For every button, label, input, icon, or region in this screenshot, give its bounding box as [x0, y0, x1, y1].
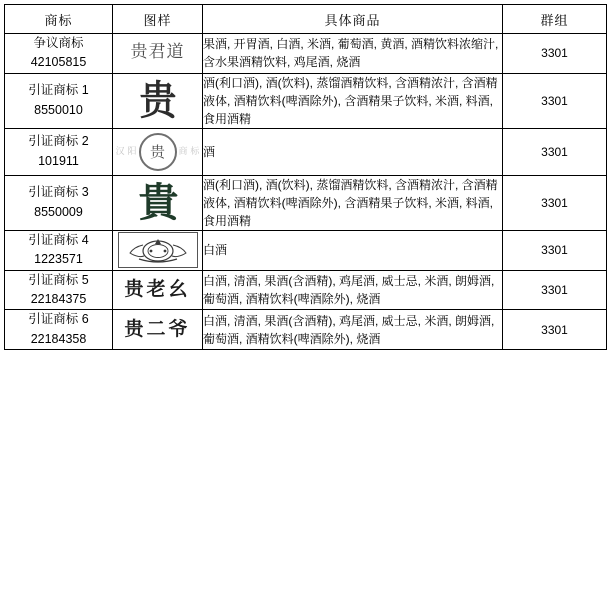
group-cell: 3301 — [503, 128, 607, 175]
seal-right-text: 商 标 — [178, 146, 200, 157]
trademark-number: 8550010 — [34, 102, 83, 117]
trademark-logo-image: 贵 — [139, 76, 176, 124]
trademark-label: 引证商标 2 — [28, 134, 89, 149]
table-row — [5, 73, 607, 128]
sample-cell — [113, 230, 203, 270]
trademark-logo-image: 贵老幺 — [124, 277, 191, 300]
table-body — [5, 34, 607, 350]
sample-cell — [113, 128, 203, 175]
goods-cell: 白酒, 清酒, 果酒(含酒精), 鸡尾酒, 威士忌, 米酒, 朗姆酒, 葡萄酒, 酒精饮料(啤酒除外), 烧酒 — [203, 310, 503, 350]
trademark-cell — [5, 128, 113, 175]
sample-cell — [113, 310, 203, 350]
group-cell: 3301 — [503, 310, 607, 350]
trademark-number: 1223571 — [34, 252, 83, 267]
column-header-sample: 图样 — [113, 5, 203, 34]
column-header-group: 群组 — [503, 5, 607, 34]
trademark-logo-image — [113, 129, 202, 175]
trademark-number: 22184358 — [30, 331, 87, 346]
trademark-number: 101911 — [38, 153, 79, 168]
sample-cell — [113, 175, 203, 230]
trademark-label: 引证商标 4 — [28, 232, 89, 247]
goods-cell: 果酒, 开胃酒, 白酒, 米酒, 葡萄酒, 黄酒, 酒精饮料浓缩汁, 含水果酒精饮料, 鸡尾酒, 烧酒 — [203, 34, 503, 74]
trademark-label: 引证商标 6 — [28, 312, 89, 327]
trademark-cell — [5, 310, 113, 350]
trademark-label: 引证商标 1 — [28, 83, 89, 98]
trademark-logo-image — [118, 232, 198, 268]
trademark-label: 引证商标 5 — [28, 272, 89, 287]
table-row — [5, 34, 607, 74]
trademark-cell — [5, 230, 113, 270]
group-cell: 3301 — [503, 270, 607, 310]
table-row — [5, 175, 607, 230]
goods-cell: 酒(利口酒), 酒(饮料), 蒸馏酒精饮料, 含酒精浓汁, 含酒精液体, 酒精饮料(啤酒除外), 含酒精果子饮料, 米酒, 料酒, 食用酒精 — [203, 175, 503, 230]
trademark-cell — [5, 34, 113, 74]
table-row — [5, 230, 607, 270]
trademark-number: 42105815 — [30, 55, 87, 70]
column-header-goods: 具体商品 — [203, 5, 503, 34]
trademark-logo-image: 贵二爷 — [124, 317, 191, 340]
table-row — [5, 128, 607, 175]
goods-cell: 白酒, 清酒, 果酒(含酒精), 鸡尾酒, 威士忌, 米酒, 朗姆酒, 葡萄酒, 酒精饮料(啤酒除外), 烧酒 — [203, 270, 503, 310]
trademark-logo-image: 贵君道 — [130, 42, 185, 63]
sample-cell — [113, 73, 203, 128]
trademark-number: 8550009 — [34, 204, 83, 219]
trademark-label: 争议商标 — [33, 36, 84, 50]
table-row — [5, 270, 607, 310]
group-cell: 3301 — [503, 175, 607, 230]
trademark-label: 引证商标 3 — [28, 185, 89, 200]
seal-left-text: 汉 阳 — [115, 146, 137, 157]
goods-cell: 酒(利口酒), 酒(饮料), 蒸馏酒精饮料, 含酒精浓汁, 含酒精液体, 酒精饮料(啤酒除外), 含酒精果子饮料, 米酒, 料酒, 食用酒精 — [203, 73, 503, 128]
sample-cell — [113, 270, 203, 310]
trademark-comparison-table — [4, 4, 607, 350]
trademark-cell — [5, 175, 113, 230]
table-header-row — [5, 5, 607, 34]
goods-cell: 酒 — [203, 128, 503, 175]
table-row — [5, 310, 607, 350]
sample-cell — [113, 34, 203, 74]
trademark-cell — [5, 270, 113, 310]
column-header-trademark: 商标 — [5, 5, 113, 34]
group-cell: 3301 — [503, 34, 607, 74]
trademark-number: 22184375 — [30, 291, 87, 306]
group-cell: 3301 — [503, 73, 607, 128]
trademark-cell — [5, 73, 113, 128]
goods-cell: 白酒 — [203, 230, 503, 270]
seal-circle-icon: 贵 — [139, 133, 177, 171]
group-cell: 3301 — [503, 230, 607, 270]
trademark-logo-image: 貴 — [138, 178, 177, 226]
